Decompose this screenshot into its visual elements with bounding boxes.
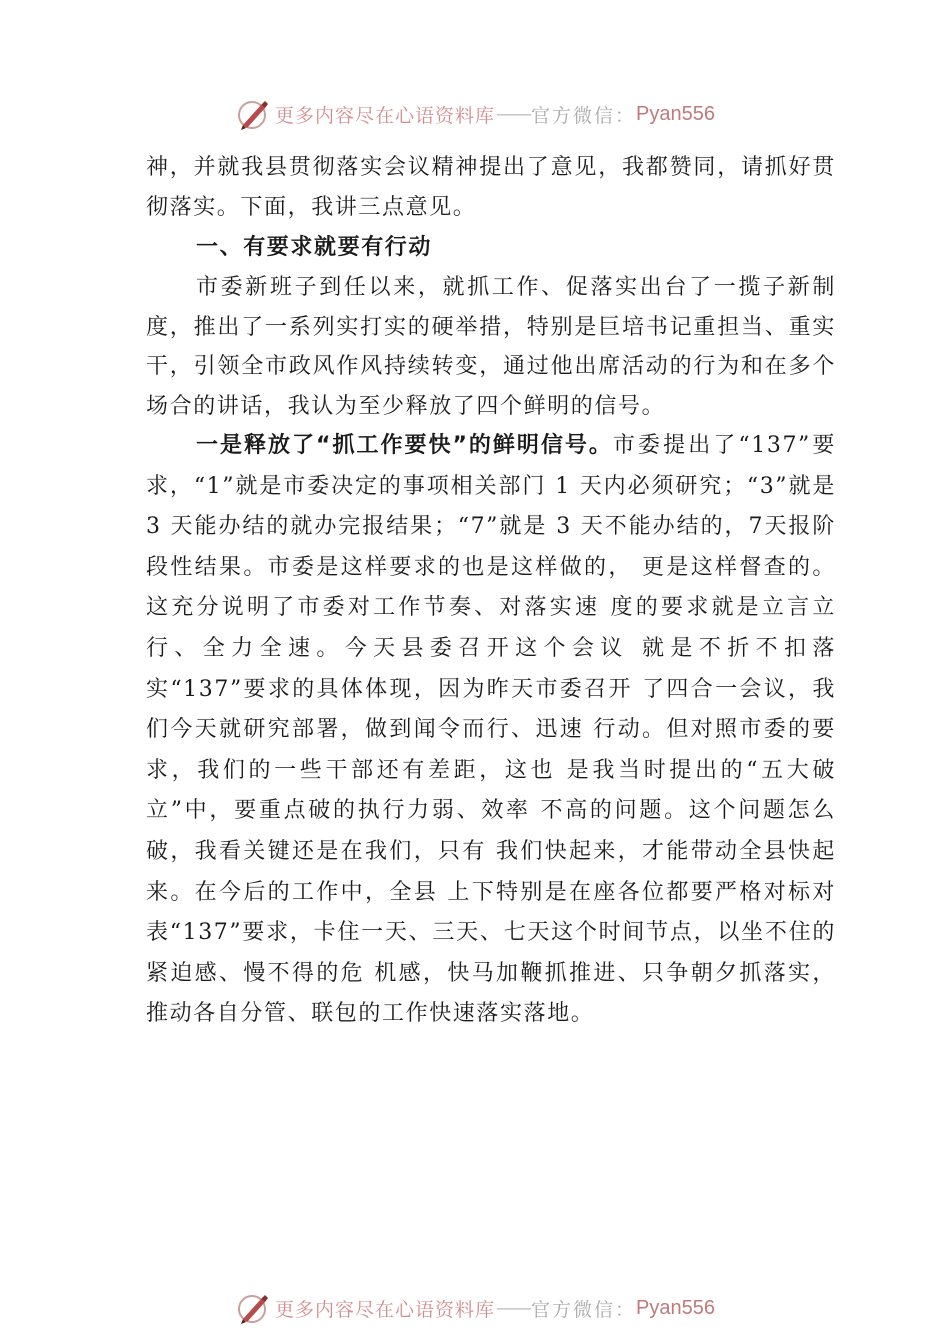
pen-logo-icon bbox=[235, 97, 271, 131]
pen-logo-icon bbox=[235, 1291, 271, 1325]
watermark-dash: —— bbox=[496, 1297, 531, 1319]
watermark-wechat-id: Pyan556 bbox=[636, 102, 715, 125]
watermark-wechat-label: 官方微信： bbox=[531, 104, 637, 127]
watermark-wechat-id: Pyan556 bbox=[636, 1296, 715, 1319]
body-paragraph-1: 市委新班子到任以来，就抓工作、促落实出台了一揽子新制度，推出了一系列实打实的硬举措，特别是巨培书记重担当、重实干，引领全市政风作风持续转变，通过他出席活动的行为和在多个场合的讲话，我认为至少释放了四个鲜明的信号。 bbox=[146, 275, 836, 419]
paragraph-text: 市委提出了“137”要求，“1”就是市委决定的事项相关部门 1 天内必须研究；“3”就是 3 天能办结的就办完报结果；“7”就是 3 天不能办结的，7天报阶段性结果。市委是这样要求的也是这样做的， 更是这样督查的。这充分说明了市委对工作节奏、对落实速 度的要求就是立言立行、全力全速。今天县委召开这个会议 就是不折不扣落实“137”要求的具体体现，因为昨天市委召开 了四合一会议，我们今天就研究部署，做到闻令而行、迅速 行动。但对照市委的要求，我们的一些干部还有差距，这也 是我当时提出的“五大破立”中，要重点破的执行力弱、效率 不高的问题。这个问题怎么破，我看关键还是在我们，只有 我们快起来，才能带动全县快起来。在今后的工作中，全县 上下特别是在座各位都要严格对标对表“137”要求，卡住一天、三天、七天这个时间节点，以坐不住的紧迫感、慢不得的危 机感，快马加鞭抓推进、只争朝夕抓落实，推动各自分管、联包的工作快速落实落地。 bbox=[146, 433, 837, 1027]
watermark-dash: —— bbox=[496, 103, 531, 125]
watermark-text: 更多内容尽在心语资料库 bbox=[275, 104, 496, 127]
body-paragraph-2 bbox=[146, 426, 836, 1035]
intro-paragraph: 神，并就我县贯彻落实会议精神提出了意见，我都赞同，请抓好贯彻落实。下面，我讲三点意见。 bbox=[146, 155, 836, 220]
section-heading: 一、有要求就要有行动 bbox=[196, 235, 433, 260]
footer-watermark bbox=[0, 1288, 950, 1328]
document-body bbox=[146, 148, 836, 1035]
watermark-wechat-label: 官方微信： bbox=[531, 1298, 637, 1321]
paragraph-lead: 一是释放了“抓工作要快”的鲜明信号。 bbox=[196, 433, 613, 458]
header-watermark bbox=[0, 94, 950, 134]
watermark-text: 更多内容尽在心语资料库 bbox=[275, 1298, 496, 1321]
